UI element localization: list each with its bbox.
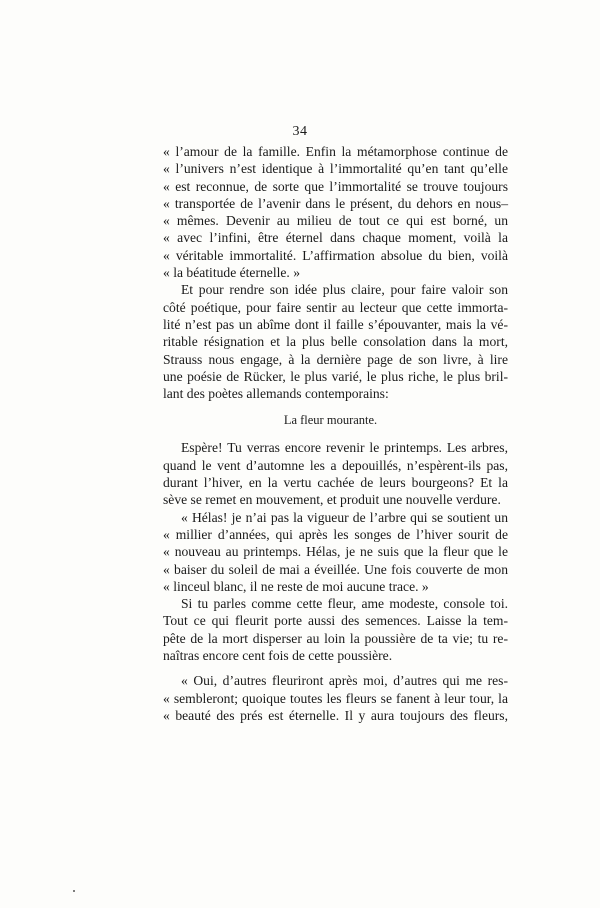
text-line: Tout ce qui fleurit porte aussi des semences. Laisse la tem-	[163, 613, 508, 629]
text-line: lant des poètes allemands contemporains:	[163, 386, 389, 402]
text-line: « Oui, d’autres fleuriront après moi, d’autres qui me res-	[181, 673, 508, 689]
text-line: « beauté des prés est éternelle. Il y aura toujours des fleurs,	[163, 707, 508, 723]
paragraph-espere	[163, 439, 508, 508]
text-line: « Hélas! je n’ai pas la vigueur de l’arbre qui se soutient un	[181, 509, 508, 525]
text-line: Espère! Tu verras encore revenir le printemps. Les arbres,	[181, 440, 508, 456]
page-body	[163, 143, 508, 724]
text-line: côté poétique, pour faire sentir au lecteur que cette immorta-	[163, 299, 508, 315]
text-line: « mêmes. Devenir au milieu de tout ce qui est borné, un	[163, 213, 508, 229]
text-line: Strauss nous engage, à la dernière page de son livre, à lire	[163, 351, 508, 367]
paragraph-oui	[163, 672, 508, 724]
text-line: « nouveau au printemps. Hélas, je ne suis que la fleur que le	[163, 544, 508, 560]
text-line: « transportée de l’avenir dans le présent, du dehors en nous–	[163, 195, 508, 211]
paragraph-helas	[163, 509, 508, 595]
paragraph-si-tu-parles	[163, 595, 508, 664]
text-line: « l’amour de la famille. Enfin la métamorphose continue de	[163, 144, 508, 159]
text-line: « est reconnue, de sorte que l’immortalité se trouve toujours	[163, 178, 508, 194]
text-line: quand le vent d’automne les a depouillés, n’espèrent-ils pas,	[163, 457, 508, 473]
text-line: naîtras encore cent fois de cette poussière.	[163, 648, 393, 664]
paragraph-quote-immortality	[163, 143, 508, 281]
text-line: Si tu parles comme cette fleur, ame modeste, console toi.	[181, 596, 508, 612]
print-speck	[73, 890, 75, 892]
text-line: « avec l’infini, être éternel dans chaque moment, voilà la	[163, 230, 508, 246]
text-line: ritable résignation et la plus belle consolation dans la mort,	[163, 334, 508, 350]
text-line: pête de la mort disperser au loin la poussière de ta vie; tu re-	[163, 630, 508, 646]
text-line: « linceul blanc, il ne reste de moi aucune trace. »	[163, 578, 429, 594]
paragraph-strauss	[163, 281, 508, 402]
poem-title: La fleur mourante.	[283, 413, 378, 428]
text-line: « la béatitude éternelle. »	[163, 265, 301, 281]
text-line: « véritable immortalité. L’affirmation absolue du bien, voilà	[163, 247, 508, 263]
text-line: Et pour rendre son idée plus claire, pour faire valoir son	[181, 282, 508, 298]
page-number: 34	[292, 124, 308, 139]
text-line: lité n’est pas un abîme dont il faille s’épouvanter, mais la vé-	[163, 316, 508, 332]
text-line: durant l’hiver, en la vertu cachée de leurs bourgeons? Et la	[163, 475, 508, 491]
text-line: « sembleront; quoique toutes les fleurs se fanent à leur tour, la	[163, 690, 508, 706]
text-line: « millier d’années, qui après les songes de l’hiver sourit de	[163, 526, 508, 542]
text-line: « baiser du soleil de mai a éveillée. Une fois couverte de mon	[163, 561, 508, 577]
text-line: « l’univers n’est identique à l’immortalité qu’en tant qu’elle	[163, 161, 508, 177]
text-line: sève se remet en mouvement, et produit une nouvelle verdure.	[163, 492, 501, 508]
text-line: une poésie de Rücker, le plus varié, le plus riche, le plus bril-	[163, 368, 508, 384]
